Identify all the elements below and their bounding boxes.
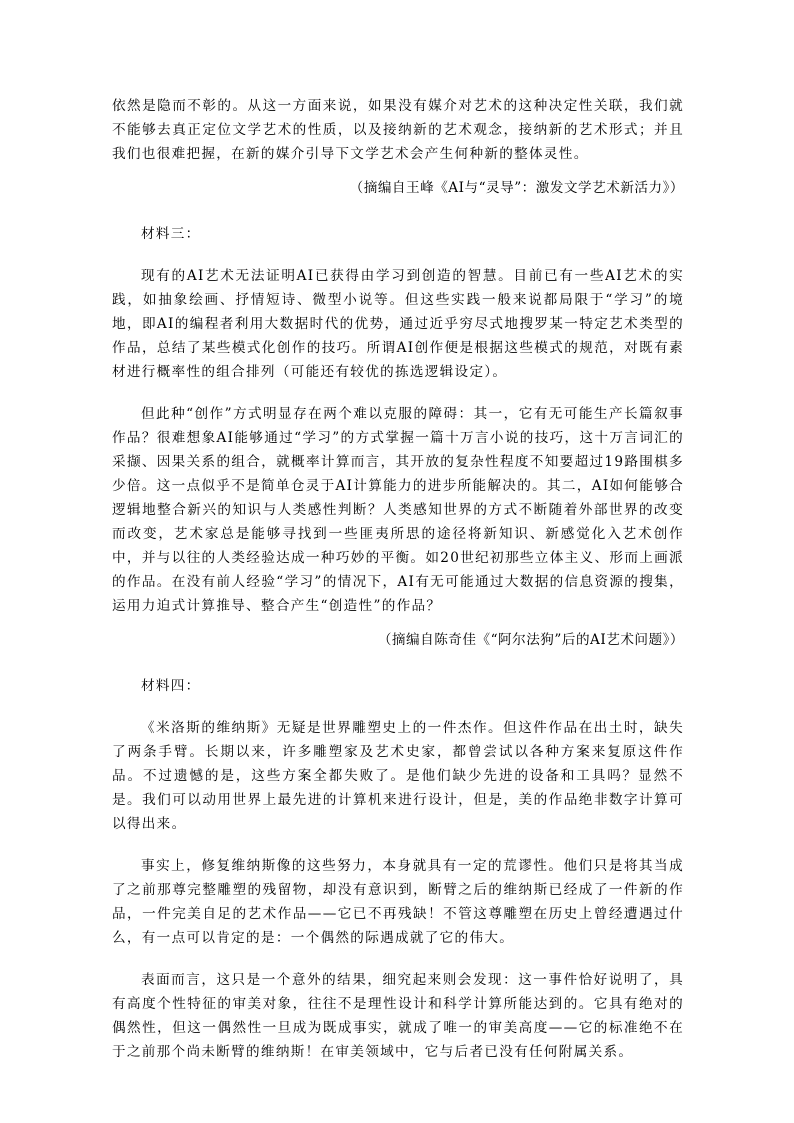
paragraph-4-1: 《米洛斯的维纳斯》无疑是世界雕塑史上的一件杰作。但这件作品在出土时，缺失了两条手臂。长期以来，许多雕塑家及艺术史家，都曾尝试以各种方案来复原这件作品。不过遗憾的是，这些方案全都失败了。是他们缺少先进的设备和工具吗？显然不是。我们可以动用世界上最先进的计算机来进行设计，但是，美的作品绝非数字计算可以得出来。 — [112, 720, 684, 832]
source-citation-2: （摘编自王峰《AI与“灵导”：激发文学艺术新活力》） — [349, 180, 684, 196]
paragraph-4-2: 事实上，修复维纳斯像的这些努力，本身就具有一定的荒谬性。他们只是将其当成了之前那尊完整雕塑的残留物，却没有意识到，断臂之后的维纳斯已经成了一件新的作品，一件完美自足的艺术作品——它已不再残缺！不管这尊雕塑在历史上曾经遭遇过什么，有一点可以肯定的是：一个偶然的际遇成就了它的伟大。 — [112, 858, 684, 946]
document-page — [112, 94, 684, 1064]
paragraph-intro: 依然是隐而不彰的。从这一方面来说，如果没有媒介对艺术的这种决定性关联，我们就不能够去真正定位文学艺术的性质，以及接纳新的艺术观念，接纳新的艺术形式；并且我们也很难把握，在新的媒介引导下文学艺术会产生何种新的整体灵性。 — [112, 98, 684, 162]
section-heading-3: 材料三： — [141, 226, 201, 242]
source-citation-3: （摘编自陈奇佳《“阿尔法狗”后的AI艺术问题》） — [377, 632, 684, 648]
paragraph-4-3: 表面而言，这只是一个意外的结果，细究起来则会发现：这一事件恰好说明了，具有高度个性特征的审美对象，往往不是理性设计和科学计算所能达到的。它具有绝对的偶然性，但这一偶然性一旦成为既成事实，就成了唯一的审美高度——它的标准绝不在于之前那个尚未断臂的维纳斯！在审美领域中，它与后者已没有任何附属关系。 — [112, 972, 684, 1060]
paragraph-3-2: 但此种“创作”方式明显存在两个难以克服的障碍：其一，它有无可能生产长篇叙事作品？很难想象AI能够通过“学习”的方式掌握一篇十万言小说的技巧，这十万言词汇的采撷、因果关系的组合，就概率计算而言，其开放的复杂性程度不知要超过19路围棋多少倍。这一点似乎不是简单仓灵于AI计算能力的进步所能解决的。其二，AI如何能够合逻辑地整合新兴的知识与人类感性判断？人类感知世界的方式不断随着外部世界的改变而改变，艺术家总是能够寻找到一些匪夷所思的途径将新知识、新感觉化入艺术创作中，并与以往的人类经验达成一种巧妙的平衡。如20世纪初那些立体主义、形而上画派的作品。在没有前人经验“学习”的情况下，AI有无可能通过大数据的信息资源的搜集，运用力迫式计算推导、整合产生“创造性”的作品？ — [112, 406, 684, 614]
section-heading-4: 材料四： — [141, 678, 201, 694]
paragraph-3-1: 现有的AI艺术无法证明AI已获得由学习到创造的智慧。目前已有一些AI艺术的实践，如抽象绘画、抒情短诗、微型小说等。但这些实践一般来说都局限于“学习”的境地，即AI的编程者利用大数据时代的优势，通过近乎穷尽式地搜罗某一特定艺术类型的作品，总结了某些模式化创作的技巧。所谓AI创作便是根据这些模式的规范，对既有素材进行概率性的组合排列（可能还有较优的拣选逻辑设定）。 — [112, 268, 684, 380]
